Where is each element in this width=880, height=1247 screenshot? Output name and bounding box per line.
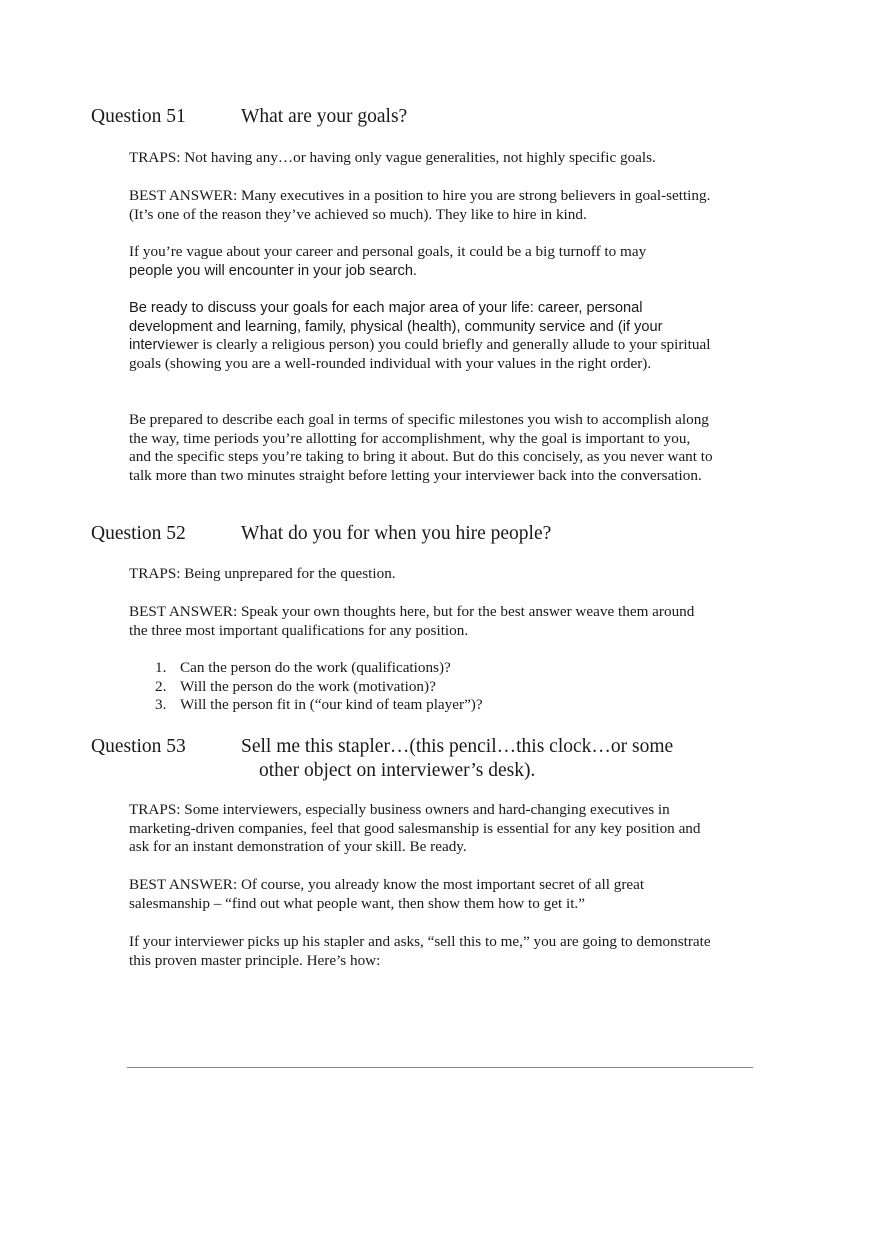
list-item-number: 1.: [155, 659, 167, 676]
q52-traps: TRAPS: Being unprepared for the question.: [129, 565, 396, 582]
q51-paragraph-vague-goals: [129, 243, 714, 280]
q53-traps: TRAPS: Some interviewers, especially business owners and hard-changing executives in marketing-driven companies, feel that good salesmanship is essential for any key position and ask for an instant demonstration of your skill. Be ready.: [129, 801, 701, 855]
question-number: Question 53: [91, 736, 186, 757]
q51-paragraph-milestones: Be prepared to describe each goal in terms of specific milestones you wish to accomplish along the way, time periods you’re allotting for accomplishment, why the goal is important to you, and the specific steps you’re taking to bring it about. But do this concisely, as you never want to talk more than two minutes straight before letting your interviewer back into the conversation.: [129, 411, 713, 484]
list-item: [155, 696, 715, 715]
q52-best-answer: BEST ANSWER: Speak your own thoughts here, but for the best answer weave them around the three most important qualifications for any position.: [129, 603, 695, 639]
question-title-line-1: Sell me this stapler…(this pencil…this clock…or some: [241, 736, 674, 757]
paragraph-text-sans: people you will encounter in your job search.: [129, 262, 417, 279]
q51-paragraph-major-areas: [129, 299, 714, 373]
list-item: [155, 678, 715, 697]
question-title: What are your goals?: [241, 106, 408, 127]
footer-divider: [127, 1067, 753, 1068]
paragraph-text-sans: Be ready to discuss your goals for each major area of your life: career, personal development and learning, family, physical (health), community service and (if your interv: [129, 300, 663, 353]
list-item-text: Will the person do the work (motivation)?: [180, 677, 436, 695]
question-title-line-2: other object on interviewer’s desk).: [259, 760, 536, 781]
q51-traps: TRAPS: Not having any…or having only vague generalities, not highly specific goals.: [129, 149, 656, 166]
list-item-text: Will the person fit in (“our kind of team player”)?: [180, 696, 483, 713]
question-title: What do you for when you hire people?: [241, 523, 552, 544]
question-53-heading: [91, 735, 711, 783]
question-number: Question 52: [91, 523, 186, 544]
paragraph-text-serif: iewer is clearly a religious person) you could briefly and generally allude to your spiritual goals (showing you are a well-rounded individual with your values in the right order).: [129, 336, 711, 372]
list-item-number: 2.: [155, 677, 167, 695]
paragraph-text-serif: If you’re vague about your career and personal goals, it could be a big turnoff to may: [129, 243, 647, 260]
question-title: [241, 735, 711, 783]
q53-best-answer: BEST ANSWER: Of course, you already know the most important secret of all great salesmanship – “find out what people want, then show them how to get it.”: [129, 876, 645, 912]
q51-best-answer: BEST ANSWER: Many executives in a position to hire you are strong believers in goal-setting. (It’s one of the reason they’ve achieved so much). They like to hire in kind.: [129, 187, 711, 223]
list-item-text: Can the person do the work (qualifications)?: [180, 659, 451, 676]
list-item: [155, 659, 715, 678]
q53-paragraph-stapler: If your interviewer picks up his stapler and asks, “sell this to me,” you are going to demonstrate this proven master principle. Here’s how:: [129, 933, 711, 969]
question-52-heading: [91, 522, 711, 546]
question-51-heading: [91, 105, 711, 129]
q52-qualifications-list: [155, 659, 715, 715]
question-number: Question 51: [91, 106, 186, 127]
list-item-number: 3.: [155, 696, 167, 713]
